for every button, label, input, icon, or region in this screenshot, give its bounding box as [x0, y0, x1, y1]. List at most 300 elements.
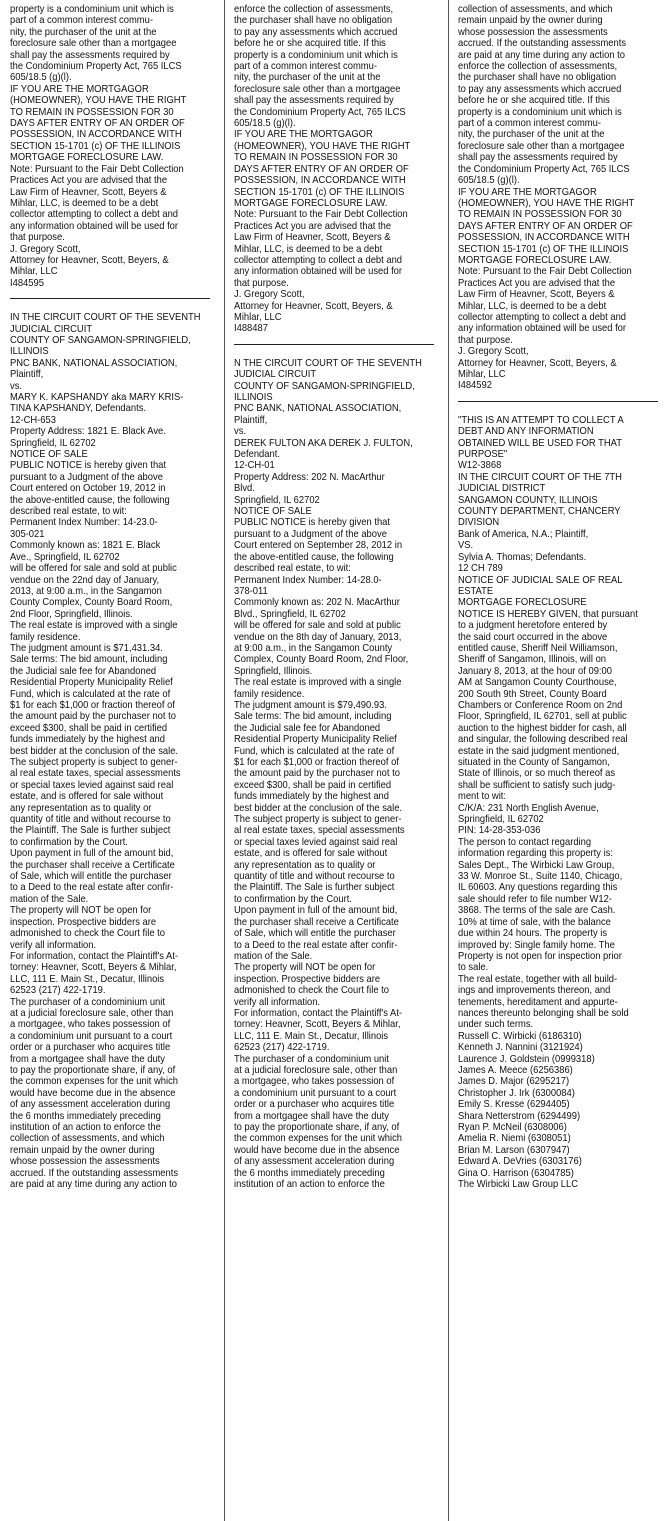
- notice-text-line: 62523 (217) 422-1719.: [10, 985, 106, 997]
- notice-text-line: funds immediately by the highest and: [10, 734, 165, 746]
- notice-text-line: the above-entitled cause, the following: [10, 494, 170, 506]
- notice-text-line: any information obtained will be used for: [10, 220, 179, 232]
- notice-text-line: improved by: Single family home. The: [458, 939, 615, 951]
- notice-text-line: I484595: [10, 277, 44, 289]
- notice-text-line: described real estate, to wit:: [234, 563, 351, 575]
- notice-text-line: Note: Pursuant to the Fair Debt Collection: [458, 266, 632, 278]
- notice-text-line: AM at Sangamon County Courthouse,: [458, 677, 617, 689]
- notice-text-line: verify all information.: [234, 996, 321, 1008]
- notice-text-line: to a judgment heretofore entered by: [458, 620, 608, 632]
- notice-text-line: will be offered for sale and sold at public: [10, 563, 177, 575]
- notice-text-line: the common expenses for the unit which: [10, 1076, 179, 1088]
- notice-text-line: Note: Pursuant to the Fair Debt Collection: [234, 209, 408, 221]
- notice-text-line: (HOMEOWNER), YOU HAVE THE RIGHT: [234, 140, 411, 152]
- notice-text-line: The Wirbicki Law Group LLC: [458, 1179, 578, 1191]
- notice-text-line: VS.: [458, 540, 474, 552]
- notice-text-line: 2013, at 9:00 a.m., in the Sangamon: [10, 585, 162, 597]
- notice-text-line: the Plaintiff. The Sale is further subject: [234, 882, 395, 894]
- legal-notice: [10, 4, 214, 289]
- notice-text-line: auction to the highest bidder for cash, all: [458, 722, 627, 734]
- notice-text-line: a condominium unit pursuant to a court: [10, 1030, 173, 1042]
- notice-text-line: IF YOU ARE THE MORTGAGOR: [234, 129, 373, 141]
- notice-text-line: The property will NOT be open for: [234, 962, 376, 974]
- notice-text-line: mation of the Sale.: [234, 950, 313, 962]
- notice-text-line: W12-3868: [458, 460, 502, 472]
- notice-text-line: Ave., Springfield, IL 62702: [10, 551, 120, 563]
- notice-text-line: C/K/A: 231 North English Avenue,: [458, 802, 599, 814]
- notice-text-line: $1 for each $1,000 or fraction thereof of: [234, 757, 399, 768]
- notice-text-line: NOTICE OF SALE: [10, 449, 88, 461]
- notice-text-line: Amelia R. Niemi (6308051): [458, 1133, 571, 1145]
- notice-text-line: Springfield, IL 62702: [10, 437, 96, 449]
- notice-text-line: the purchaser shall receive a Certificate: [10, 859, 175, 871]
- notice-text-line: any representation as to quality or: [234, 859, 376, 871]
- notice-text-line: the said court occurred in the above: [458, 631, 608, 643]
- notice-text-line: 305-021: [10, 528, 45, 540]
- notice-text-line: a condominium unit pursuant to a court: [234, 1087, 397, 1099]
- notice-text-line: Laurence J. Goldstein (0999318): [458, 1053, 595, 1065]
- notice-text-line: TO REMAIN IN POSSESSION FOR 30: [10, 106, 174, 118]
- notice-text-line: Upon payment in full of the amount bid,: [234, 905, 398, 917]
- notice-text-line: would have become due in the absence: [234, 1144, 400, 1156]
- notice-text-line: property is a condominium unit which is: [458, 106, 622, 118]
- notice-text-line: at a judicial foreclosure sale, other than: [10, 1007, 174, 1019]
- notice-text-line: MARY K. KAPSHANDY aka MARY KRIS-: [10, 392, 184, 403]
- notice-text-line: property is a condominium unit which is: [10, 4, 174, 15]
- notice-text-line: Practices Act you are advised that the: [234, 220, 392, 232]
- notice-text-line: James D. Major (6295217): [458, 1076, 570, 1088]
- notice-text-line: SECTION 15-1701 (c) OF THE ILLINOIS: [10, 140, 181, 152]
- notice-text-line: foreclosure sale other than a mortgagee: [10, 38, 177, 50]
- notice-text-line: ILLINOIS: [10, 346, 49, 358]
- notice-text-line: Law Firm of Heavner, Scott, Beyers &: [458, 289, 615, 301]
- notice-text-line: PNC BANK, NATIONAL ASSOCIATION,: [10, 357, 178, 369]
- notice-text-line: part of a common interest commu-: [10, 15, 153, 27]
- notice-text-line: before he or she acquired title. If this: [458, 95, 610, 107]
- notice-text-line: collection of assessments, and which: [458, 4, 613, 15]
- column-divider: [224, 0, 225, 1521]
- notice-text-line: collection of assessments, and which: [10, 1133, 165, 1145]
- notice-text-line: 33 W. Monroe St., Suite 1140, Chicago,: [458, 871, 623, 883]
- notice-text-line: pursuant to a Judgment of the above: [234, 528, 387, 540]
- notice-text-line: Chambers or Conference Room on 2nd: [458, 699, 623, 711]
- notice-text-line: POSSESSION, IN ACCORDANCE WITH: [10, 129, 182, 141]
- notice-text-line: any information obtained will be used for: [234, 266, 403, 278]
- notice-text-line: collector attempting to collect a debt and: [458, 311, 627, 323]
- notice-text-line: that purpose.: [10, 232, 65, 244]
- notice-text-line: property is a condominium unit which is: [234, 49, 398, 61]
- notice-text-line: $1 for each $1,000 or fraction thereof of: [10, 699, 175, 711]
- notice-text-line: Gina O. Harrison (6304785): [458, 1167, 574, 1179]
- notice-text-line: are paid at any time during any action to: [10, 1179, 177, 1191]
- notice-separator: [234, 344, 434, 345]
- notice-text-line: Mihlar, LLC: [234, 311, 282, 323]
- notice-text-line: The judgment amount is $79,490.93.: [234, 699, 387, 711]
- notice-text-line: Mihlar, LLC: [10, 266, 58, 278]
- notice-text-line: POSSESSION, IN ACCORDANCE WITH: [234, 175, 406, 187]
- notice-text-line: Kenneth J. Nannini (3121924): [458, 1042, 583, 1054]
- notice-text-line: due within 24 hours. The property is: [458, 928, 608, 940]
- notice-text-line: PUBLIC NOTICE is hereby given that: [234, 517, 391, 529]
- notice-text-line: JUDICIAL CIRCUIT: [10, 323, 93, 335]
- notice-text-line: Ryan P. McNeil (6308006): [458, 1122, 567, 1133]
- notice-text-line: foreclosure sale other than a mortgagee: [234, 83, 401, 95]
- notice-text-line: part of a common interest commu-: [234, 61, 377, 73]
- notice-text-line: N THE CIRCUIT COURT OF THE SEVENTH: [234, 357, 422, 369]
- notice-text-line: vendue on the 22nd day of January,: [10, 574, 160, 586]
- notice-text-line: DIVISION: [458, 517, 500, 529]
- notice-text-line: MORTGAGE FORECLOSURE LAW.: [234, 197, 388, 209]
- notice-text-line: 605/18.5 (g)(l).: [234, 118, 296, 130]
- notice-text-line: The purchaser of a condominium unit: [10, 996, 165, 1008]
- notice-text-line: Springfield, IL 62702: [458, 814, 544, 826]
- notice-text-line: 12-CH-01: [234, 460, 275, 472]
- notice-text-line: institution of an action to enforce the: [234, 1179, 385, 1191]
- notice-text-line: 378-011: [234, 585, 268, 597]
- notice-text-line: to sale.: [458, 962, 489, 974]
- notice-text-line: MORTGAGE FORECLOSURE LAW.: [458, 254, 612, 266]
- notice-text-line: collector attempting to collect a debt and: [10, 209, 179, 221]
- notice-text-line: nity, the purchaser of the unit at the: [10, 26, 157, 38]
- notice-text-line: 3868. The terms of the sale are Cash.: [458, 905, 616, 917]
- notice-text-line: accrued. If the outstanding assessments: [458, 38, 627, 50]
- notice-text-line: The property will NOT be open for: [10, 905, 152, 917]
- notice-text-line: Defendant.: [234, 449, 280, 461]
- notice-text-line: remain unpaid by the owner during: [10, 1144, 155, 1156]
- notice-text-line: nity, the purchaser of the unit at the: [458, 129, 605, 141]
- notice-text-line: 62523 (217) 422-1719.: [234, 1042, 330, 1054]
- notice-text-line: quantity of title and without recourse to: [10, 814, 171, 826]
- notice-text-line: estate, and is offered for sale without: [10, 791, 164, 803]
- notice-text-line: 12-CH-653: [10, 414, 56, 426]
- notice-text-line: mation of the Sale.: [10, 893, 89, 905]
- notice-text-line: shall pay the assessments required by: [10, 49, 170, 61]
- notice-text-line: January 8, 2013, at the hour of 09:00: [458, 665, 612, 677]
- notice-text-line: Sales Dept., The Wirbicki Law Group,: [458, 859, 615, 871]
- notice-text-line: Sale terms: The bid amount, including: [234, 711, 392, 723]
- notice-text-line: a mortgagee, who takes possession of: [10, 1019, 171, 1031]
- notice-text-line: Springfield, Illinois.: [234, 665, 313, 677]
- notice-text-line: Mihlar, LLC, is deemed to be a debt: [458, 300, 607, 312]
- notice-text-line: to pay the proportionate share, if any, of: [10, 1064, 176, 1076]
- notice-text-line: to confirmation by the Court.: [234, 893, 352, 905]
- notice-text-line: Mihlar, LLC: [458, 369, 506, 380]
- notice-text-line: that purpose.: [234, 277, 289, 289]
- notice-text-line: the amount paid by the purchaser not to: [234, 768, 400, 780]
- notice-text-line: Practices Act you are advised that the: [10, 175, 168, 187]
- notice-text-line: JUDICIAL CIRCUIT: [234, 369, 317, 381]
- notice-text-line: 200 South 9th Street, County Board: [458, 688, 607, 700]
- notice-text-line: will be offered for sale and sold at public: [234, 620, 401, 632]
- notice-text-line: the Condominium Property Act, 765 ILCS: [458, 163, 630, 175]
- notice-text-line: 12 CH 789: [458, 563, 503, 575]
- notice-text-line: Plaintiff,: [234, 414, 268, 426]
- notice-text-line: Court entered on September 28, 2012 in: [234, 540, 403, 552]
- notice-text-line: Sheriff of Sangamon, Illinois, will on: [458, 654, 607, 666]
- notice-text-line: described real estate, to wit:: [10, 506, 127, 518]
- notice-text-line: Christopher J. Irk (6300084): [458, 1087, 575, 1099]
- notice-text-line: DEREK FULTON AKA DEREK J. FULTON,: [234, 437, 413, 449]
- notice-text-line: Practices Act you are advised that the: [458, 277, 616, 289]
- notice-text-line: or special taxes levied against said real: [234, 836, 398, 848]
- notice-text-line: shall be sufficient to satisfy such judg-: [458, 779, 616, 791]
- notice-text-line: J. Gregory Scott,: [10, 243, 81, 255]
- notice-text-line: verify all information.: [10, 939, 97, 951]
- notice-text-line: Russell C. Wirbicki (6186310): [458, 1030, 582, 1042]
- notice-text-line: Property is not open for inspection prior: [458, 950, 622, 962]
- notice-text-line: MORTGAGE FORECLOSURE: [458, 597, 587, 609]
- notice-text-line: the above-entitled cause, the following: [234, 551, 394, 563]
- notice-text-line: foreclosure sale other than a mortgagee: [458, 140, 625, 152]
- notice-text-line: Shara Netterstrom (6294499): [458, 1110, 581, 1122]
- notice-text-line: family residence.: [234, 688, 305, 700]
- notice-separator: [10, 298, 210, 299]
- notice-text-line: vs.: [10, 380, 23, 392]
- notice-text-line: pursuant to a Judgment of the above: [10, 471, 163, 483]
- notice-text-line: vendue on the 8th day of January, 2013,: [234, 631, 402, 643]
- notice-text-line: (HOMEOWNER), YOU HAVE THE RIGHT: [10, 95, 187, 107]
- legal-notice: [10, 312, 214, 1190]
- notice-text-line: MORTGAGE FORECLOSURE LAW.: [10, 152, 164, 164]
- notice-text-line: Residential Property Municipality Relief: [234, 734, 397, 746]
- notice-text-line: Residential Property Municipality Relief: [10, 677, 173, 689]
- notice-text-line: NOTICE IS HEREBY GIVEN, that pursuant: [458, 608, 638, 620]
- notice-text-line: COUNTY DEPARTMENT, CHANCERY: [458, 506, 621, 518]
- notice-text-line: enforce the collection of assessments,: [458, 61, 618, 73]
- notice-text-line: or special taxes levied against said real: [10, 779, 174, 791]
- notice-text-line: Law Firm of Heavner, Scott, Beyers &: [10, 186, 167, 198]
- notice-text-line: DAYS AFTER ENTRY OF AN ORDER OF: [458, 220, 633, 232]
- notice-text-line: torney: Heavner, Scott, Beyers & Mihlar,: [234, 1019, 401, 1031]
- notice-text-line: PURPOSE": [458, 449, 508, 461]
- notice-text-line: the Condominium Property Act, 765 ILCS: [10, 61, 182, 73]
- notice-text-line: 10% at time of sale, with the balance: [458, 916, 611, 928]
- notice-text-line: TO REMAIN IN POSSESSION FOR 30: [458, 209, 622, 221]
- notice-text-line: Commonly known as: 202 N. MacArthur: [234, 597, 400, 609]
- notice-text-line: situated in the County of Sangamon,: [458, 757, 610, 768]
- notice-text-line: the Condominium Property Act, 765 ILCS: [234, 106, 406, 118]
- notice-text-line: Mihlar, LLC, is deemed to be a debt: [234, 243, 383, 255]
- notice-text-line: Floor, Springfield, IL 62701, sell at public: [458, 711, 627, 723]
- notice-text-line: State of Illinois, or so much thereof as: [458, 768, 616, 780]
- notice-text-line: inspection. Prospective bidders are: [10, 916, 157, 928]
- notice-text-line: to pay any assessments which accrued: [458, 83, 622, 95]
- notice-text-line: nity, the purchaser of the unit at the: [234, 72, 381, 84]
- notice-text-line: SECTION 15-1701 (c) OF THE ILLINOIS: [458, 243, 629, 255]
- notice-text-line: ment to wit:: [458, 791, 506, 803]
- notice-text-line: the common expenses for the unit which: [234, 1133, 403, 1145]
- notice-text-line: estate in the said judgment mentioned,: [458, 745, 620, 757]
- notice-text-line: best bidder at the conclusion of the sale.: [234, 802, 403, 814]
- notice-text-line: any representation as to quality or: [10, 802, 152, 814]
- column-2: [234, 4, 438, 1518]
- notice-text-line: The judgment amount is $71,431.34.: [10, 642, 163, 654]
- notice-text-line: Attorney for Heavner, Scott, Beyers, &: [234, 300, 393, 312]
- notice-text-line: IF YOU ARE THE MORTGAGOR: [458, 186, 597, 198]
- column-3: [458, 4, 662, 1518]
- notice-text-line: of any assessment acceleration during: [234, 1156, 395, 1168]
- notice-text-line: Commonly known as: 1821 E. Black: [10, 540, 161, 552]
- notice-text-line: Permanent Index Number: 14-23.0-: [10, 517, 158, 529]
- notice-text-line: For information, contact the Plaintiff's At-: [10, 950, 179, 962]
- notice-text-line: admonished to check the Court file to: [10, 928, 165, 940]
- notice-text-line: ESTATE: [458, 585, 494, 597]
- notice-text-line: enforce the collection of assessments,: [234, 4, 394, 15]
- notice-text-line: the Judicial sale fee for Abandoned: [10, 665, 157, 677]
- notice-text-line: nances thereunto belonging shall be sold: [458, 1007, 629, 1019]
- notice-text-line: Law Firm of Heavner, Scott, Beyers &: [234, 232, 391, 244]
- notice-text-line: exceed $300, shall be paid in certified: [234, 779, 392, 791]
- notice-text-line: IL 60603. Any questions regarding this: [458, 882, 618, 894]
- notice-text-line: under such terms.: [458, 1019, 534, 1031]
- notice-text-line: The person to contact regarding: [458, 836, 592, 848]
- notice-text-line: the 6 months immediately preceding: [234, 1167, 385, 1179]
- notice-text-line: of Sale, which will entitle the purchaser: [234, 928, 396, 940]
- notice-text-line: entitled cause, Sheriff Neil Williamson,: [458, 642, 618, 654]
- notice-text-line: and singular, the following described real: [458, 734, 628, 746]
- notice-text-line: Sale terms: The bid amount, including: [10, 654, 168, 666]
- notice-text-line: family residence.: [10, 631, 81, 643]
- notice-text-line: "THIS IS AN ATTEMPT TO COLLECT A: [458, 414, 624, 426]
- notice-text-line: the 6 months immediately preceding: [10, 1110, 161, 1122]
- notice-text-line: Property Address: 1821 E. Black Ave.: [10, 426, 166, 438]
- notice-text-line: would have become due in the absence: [10, 1087, 176, 1099]
- notice-text-line: The real estate, together with all build-: [458, 973, 618, 985]
- notice-text-line: to a Deed to the real estate after confir-: [10, 882, 174, 894]
- notice-text-line: DAYS AFTER ENTRY OF AN ORDER OF: [234, 163, 409, 175]
- notice-text-line: al real estate taxes, special assessments: [234, 825, 405, 837]
- notice-text-line: sale should refer to file number W12-: [458, 893, 612, 905]
- notice-text-line: LLC, 111 E. Main St., Decatur, Illinois: [10, 973, 165, 985]
- notice-text-line: ILLINOIS: [234, 392, 273, 403]
- notice-text-line: before he or she acquired title. If this: [234, 38, 386, 50]
- notice-text-line: the purchaser shall have no obligation: [234, 15, 393, 27]
- legal-notice: [234, 4, 438, 335]
- notice-text-line: tenements, hereditament and appurte-: [458, 996, 618, 1008]
- notice-text-line: best bidder at the conclusion of the sale.: [10, 745, 179, 757]
- notice-text-line: Fund, which is calculated at the rate of: [234, 745, 395, 757]
- notice-text-line: Attorney for Heavner, Scott, Beyers, &: [458, 357, 617, 369]
- notice-text-line: that purpose.: [458, 334, 513, 346]
- notice-text-line: a mortgagee, who takes possession of: [234, 1076, 395, 1088]
- notice-text-line: the Judicial sale fee for Abandoned: [234, 722, 381, 734]
- notice-text-line: SANGAMON COUNTY, ILLINOIS: [458, 494, 598, 506]
- notice-text-line: County Complex, County Board Room,: [10, 597, 173, 609]
- notice-text-line: PIN: 14-28-353-036: [458, 825, 541, 837]
- notice-text-line: any information obtained will be used for: [458, 323, 627, 335]
- notice-text-line: estate, and is offered for sale without: [234, 848, 388, 860]
- notice-text-line: POSSESSION, IN ACCORDANCE WITH: [458, 232, 630, 244]
- notice-text-line: information regarding this property is:: [458, 848, 613, 860]
- notice-text-line: to pay the proportionate share, if any, of: [234, 1122, 400, 1133]
- notice-text-line: from a mortgagee shall have the duty: [234, 1110, 389, 1122]
- notice-text-line: The real estate is improved with a single: [10, 620, 178, 632]
- notice-text-line: torney: Heavner, Scott, Beyers & Mihlar,: [10, 962, 177, 974]
- notice-text-line: collector attempting to collect a debt and: [234, 254, 403, 266]
- notice-text-line: IN THE CIRCUIT COURT OF THE 7TH: [458, 471, 622, 483]
- notice-text-line: order or a purchaser who acquires title: [10, 1042, 171, 1054]
- notice-text-line: vs.: [234, 426, 247, 438]
- notice-text-line: Bank of America, N.A.; Plaintiff,: [458, 528, 589, 540]
- notice-text-line: NOTICE OF JUDICIAL SALE OF REAL: [458, 574, 623, 586]
- notice-text-line: TO REMAIN IN POSSESSION FOR 30: [234, 152, 398, 164]
- notice-text-line: I488487: [234, 323, 268, 335]
- notice-text-line: the Plaintiff. The Sale is further subject: [10, 825, 171, 837]
- legal-notice: [458, 4, 662, 392]
- notice-text-line: institution of an action to enforce the: [10, 1122, 161, 1133]
- notice-text-line: I484592: [458, 380, 492, 392]
- notice-text-line: Springfield, IL 62702: [234, 494, 320, 506]
- notice-separator: [458, 401, 658, 402]
- notice-text-line: to a Deed to the real estate after confir-: [234, 939, 398, 951]
- notice-text-line: the purchaser shall receive a Certificate: [234, 916, 399, 928]
- notice-text-line: SECTION 15-1701 (c) OF THE ILLINOIS: [234, 186, 405, 198]
- notice-text-line: are paid at any time during any action to: [458, 49, 625, 61]
- notice-text-line: J. Gregory Scott,: [458, 346, 529, 358]
- notice-text-line: whose possession the assessments: [10, 1156, 160, 1168]
- notice-text-line: the purchaser shall have no obligation: [458, 72, 617, 84]
- column-divider: [448, 0, 449, 1521]
- notice-text-line: 2nd Floor, Springfield, Illinois.: [10, 608, 133, 620]
- notice-text-line: shall pay the assessments required by: [234, 95, 394, 107]
- notice-text-line: 605/18.5 (g)(l).: [10, 72, 72, 84]
- notice-text-line: Note: Pursuant to the Fair Debt Collection: [10, 163, 184, 175]
- notice-text-line: OBTAINED WILL BE USED FOR THAT: [458, 437, 622, 449]
- notice-text-line: the amount paid by the purchaser not to: [10, 711, 176, 723]
- notice-text-line: Property Address: 202 N. MacArthur: [234, 471, 385, 483]
- notice-text-line: PUBLIC NOTICE is hereby given that: [10, 460, 167, 472]
- legal-notice: [458, 415, 662, 1191]
- notice-text-line: Emily S. Kresse (6294405): [458, 1099, 570, 1111]
- notice-text-line: Blvd.: [234, 483, 255, 495]
- notice-text-line: Plaintiff,: [10, 369, 44, 381]
- notice-text-line: Fund, which is calculated at the rate of: [10, 688, 171, 700]
- notice-text-line: The purchaser of a condominium unit: [234, 1053, 389, 1065]
- notice-text-line: The subject property is subject to gener-: [10, 757, 178, 768]
- notice-text-line: COUNTY OF SANGAMON-SPRINGFIELD,: [234, 380, 415, 392]
- notice-text-line: al real estate taxes, special assessments: [10, 768, 181, 780]
- notice-text-line: IF YOU ARE THE MORTGAGOR: [10, 83, 149, 95]
- notice-text-line: J. Gregory Scott,: [234, 289, 305, 301]
- notice-text-line: James A. Meece (6256386): [458, 1064, 573, 1076]
- notice-text-line: DAYS AFTER ENTRY OF AN ORDER OF: [10, 118, 185, 130]
- notice-text-line: to confirmation by the Court.: [10, 836, 128, 848]
- column-1: [10, 4, 214, 1518]
- notice-text-line: Complex, County Board Room, 2nd Floor,: [234, 654, 409, 666]
- notice-text-line: Mihlar, LLC, is deemed to be a debt: [10, 197, 159, 209]
- notice-text-line: COUNTY OF SANGAMON-SPRINGFIELD,: [10, 334, 191, 346]
- notice-text-line: admonished to check the Court file to: [234, 985, 389, 997]
- notice-text-line: Court entered on October 19, 2012 in: [10, 483, 166, 495]
- notice-text-line: For information, contact the Plaintiff's At-: [234, 1007, 403, 1019]
- notice-text-line: from a mortgagee shall have the duty: [10, 1053, 165, 1065]
- notice-text-line: LLC, 111 E. Main St., Decatur, Illinois: [234, 1030, 389, 1042]
- notice-text-line: (HOMEOWNER), YOU HAVE THE RIGHT: [458, 197, 635, 209]
- notice-text-line: Brian M. Larson (6307947): [458, 1144, 570, 1156]
- notice-text-line: inspection. Prospective bidders are: [234, 973, 381, 985]
- notice-text-line: whose possession the assessments: [458, 26, 608, 38]
- notice-text-line: at a judicial foreclosure sale, other than: [234, 1064, 398, 1076]
- notice-text-line: IN THE CIRCUIT COURT OF THE SEVENTH: [10, 312, 201, 324]
- notice-text-line: PNC BANK, NATIONAL ASSOCIATION,: [234, 403, 402, 415]
- notice-text-line: accrued. If the outstanding assessments: [10, 1167, 179, 1179]
- notice-text-line: Edward A. DeVries (6303176): [458, 1156, 582, 1168]
- notice-text-line: The real estate is improved with a single: [234, 677, 402, 689]
- notice-text-line: at 9:00 a.m., in the Sangamon County: [234, 642, 393, 654]
- notice-text-line: of any assessment acceleration during: [10, 1099, 171, 1111]
- notice-text-line: 605/18.5 (g)(l).: [458, 175, 520, 187]
- notice-text-line: Attorney for Heavner, Scott, Beyers, &: [10, 254, 169, 266]
